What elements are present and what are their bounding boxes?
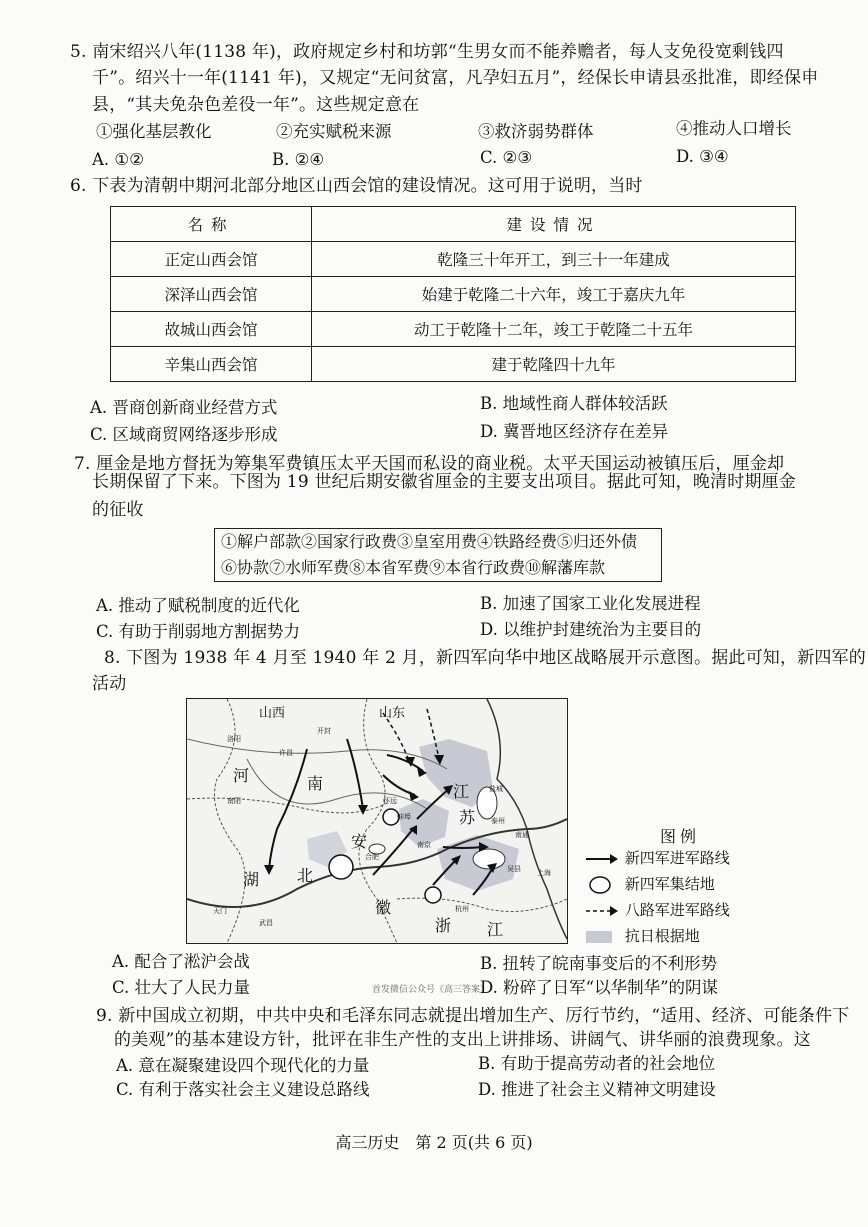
province-boundary [397,898,567,911]
city-label: 泰州 [491,817,505,825]
map-label: 江 [453,782,470,801]
river [247,759,427,809]
table-row [111,347,796,382]
dashed-arrow-icon [584,905,620,917]
route-nfa [269,749,307,869]
q5-option-b[interactable]: B. ②④ [272,150,325,169]
base-area-central [399,799,449,847]
table-cell: 正定山西会馆 [111,242,312,277]
table-row [111,277,796,312]
legend-label: 新四军进军路线 [624,849,730,867]
q5-item-4: ④推动人口增长 [676,119,792,138]
table-cell: 深泽山西会馆 [111,277,312,312]
q5-option-d[interactable]: D. ③④ [676,147,729,166]
q5-stem-line-2: 千”。绍兴十一年(1141 年)，又规定“无问贫富，凡孕妇五月”，经保长申请县丞批准，即经保申 [92,68,819,88]
city-label: 上海 [537,869,551,877]
city-label: 许昌 [279,749,293,757]
route-nfa [443,847,483,848]
arrowhead [409,791,419,801]
q6-option-b[interactable]: B. 地域性商人群体较活跃 [480,394,668,413]
q8-option-d[interactable]: D. 粉碎了日军“以华制华”的阴谋 [480,978,719,997]
river [187,739,447,769]
table-row [111,242,796,277]
city-label: 合肥 [365,853,379,861]
table-row [111,312,796,347]
q6-option-a[interactable]: A. 晋商创新商业经营方式 [90,398,278,417]
legend-label: 抗日根据地 [624,927,700,945]
q7-stem-line-1: 7. 厘金是地方督抚为筹集军费镇压太平天国而私设的商业税。太平天国运动被镇压后，厘金却 [74,454,785,474]
circle-icon [584,876,620,894]
page-footer: 高三历史 第 2 页(共 6 页) [335,1133,533,1152]
q7-option-b[interactable]: B. 加速了国家工业化发展进程 [480,594,701,613]
arrowhead [264,865,274,875]
q5-stem-line-1: 5. 南宋绍兴八年(1138 年)，政府规定乡村和坊郭“生男女而不能养赡者，每人支免役宽剩钱四 [70,42,784,62]
map-label: 北 [297,866,314,885]
q9-option-d[interactable]: D. 推进了社会主义精神文明建设 [478,1080,716,1099]
map-label: 山西 [259,706,286,721]
city-label: 南京 [417,841,431,849]
q7-option-a[interactable]: A. 推动了赋税制度的近代化 [96,596,300,615]
legend-item-era-route [584,900,730,920]
q9-stem-line-1: 9. 新中国成立初期，中共中央和毛泽东同志就提出增加生产、厉行节约，“适用、经济、可能条件下 [96,1006,850,1026]
table-cell: 动工于乾隆十二年，竣工于乾隆二十五年 [312,312,796,347]
q6-option-c[interactable]: C. 区域商贸网络逐步形成 [90,425,278,444]
q7-stem-line-2: 长期保留了下来。下图为 19 世纪后期安徽省厘金的主要支出项目。据此可知，晚清时期厘金 [92,472,797,492]
city-label: 怀远 [383,797,397,805]
q6-table [110,206,796,382]
table-cell: 建于乾隆四十九年 [312,347,796,382]
q8-option-b[interactable]: B. 扭转了皖南事变后的不利形势 [480,954,718,973]
map-label: 江 [487,920,504,939]
assembly-point [329,855,353,879]
q7-expenditure-box [214,528,662,582]
route-nfa [347,739,363,809]
table-cell: 辛集山西会馆 [111,347,312,382]
city-label: 天门 [213,907,227,915]
new-fourth-army-map [186,698,568,944]
q7-stem-line-3: 的征收 [92,500,144,520]
q5-item-2: ②充实赋税来源 [276,122,392,141]
city-label: 蚌埠 [397,813,411,821]
assembly-point [425,887,441,903]
table-header-name: 名称 [111,207,312,242]
table-cell: 乾隆三十年开工，到三十一年建成 [312,242,796,277]
map-label: 河 [233,766,250,785]
q5-item-1: ①强化基层教化 [96,122,212,141]
legend-label: 新四军集结地 [624,875,715,893]
city-label: 杭州 [455,905,469,913]
city-label: 南通 [515,831,529,839]
q7-box-line-2: ⑥协款⑦水师军费⑧本省军费⑨本省行政费⑩解藩库款 [221,558,606,577]
table-header-row [111,207,796,242]
q5-stem-line-3: 县，“其夫免杂色差役一年”。这些规定意在 [92,95,420,115]
q6-option-d[interactable]: D. 冀晋地区经济存在差异 [480,422,669,441]
city-label: 盐城 [489,785,503,793]
q5-item-3: ③救济弱势群体 [478,122,594,141]
map-label: 湖 [243,870,260,889]
q8-stem-line-1: 8. 下图为 1938 年 4 月至 1940 年 2 月，新四军向华中地区战略展开示意图。据此可知，新四军的 [104,648,867,668]
q7-option-d[interactable]: D. 以维护封建统治为主要目的 [480,620,702,639]
q8-stem-line-2: 活动 [92,674,127,694]
q7-box-line-1: ①解户部款②国家行政费③皇室用费④铁路经费⑤归还外债 [221,532,638,551]
table-cell: 故城山西会馆 [111,312,312,347]
q7-option-c[interactable]: C. 有助于削弱地方割据势力 [96,622,301,641]
q8-option-a[interactable]: A. 配合了淞沪会战 [112,952,250,971]
map-label: 徽 [375,898,392,917]
legend-item-nfa-route [584,848,730,868]
map-label: 山东 [379,706,406,721]
city-label: 南阳 [227,797,241,805]
watermark: 首发微信公众号《高三答案》 [372,985,490,995]
city-label: 洛阳 [227,735,241,743]
city-label: 开封 [317,727,331,735]
table-cell: 始建于乾隆二十六年，竣工于嘉庆九年 [312,277,796,312]
map-label: 苏 [459,808,476,827]
legend-item-base-area [584,926,700,946]
q5-option-c[interactable]: C. ②③ [480,148,533,167]
legend-label: 八路军进军路线 [624,901,730,919]
map-label: 浙 [435,916,452,935]
legend-item-nfa-assembly [584,874,715,894]
q5-option-a[interactable]: A. ①② [92,150,144,169]
map-label: 南 [307,774,324,793]
map-graphic [187,699,567,943]
q9-stem-line-2: 的美观”的基本建设方针，批评在非生产性的支出上讲排场、讲阔气、讲华丽的浪费现象。这 [114,1030,811,1050]
arrow-icon [584,853,620,865]
shaded-box-icon [584,930,620,944]
table-header-status: 建设情况 [312,207,796,242]
q6-stem: 6. 下表为清朝中期河北部分地区山西会馆的建设情况。这可用于说明，当时 [70,176,643,196]
city-label: 吴县 [507,865,521,873]
city-label: 武昌 [259,919,273,927]
map-legend-title: 图例 [660,827,701,846]
q8-option-c[interactable]: C. 壮大了人民力量 [112,978,251,997]
q9-option-c[interactable]: C. 有利于落实社会主义建设总路线 [116,1080,370,1099]
map-label: 安 [351,832,368,851]
q9-option-a[interactable]: A. 意在凝聚建设四个现代化的力量 [116,1056,370,1075]
q9-option-b[interactable]: B. 有助于提高劳动者的社会地位 [478,1054,716,1073]
